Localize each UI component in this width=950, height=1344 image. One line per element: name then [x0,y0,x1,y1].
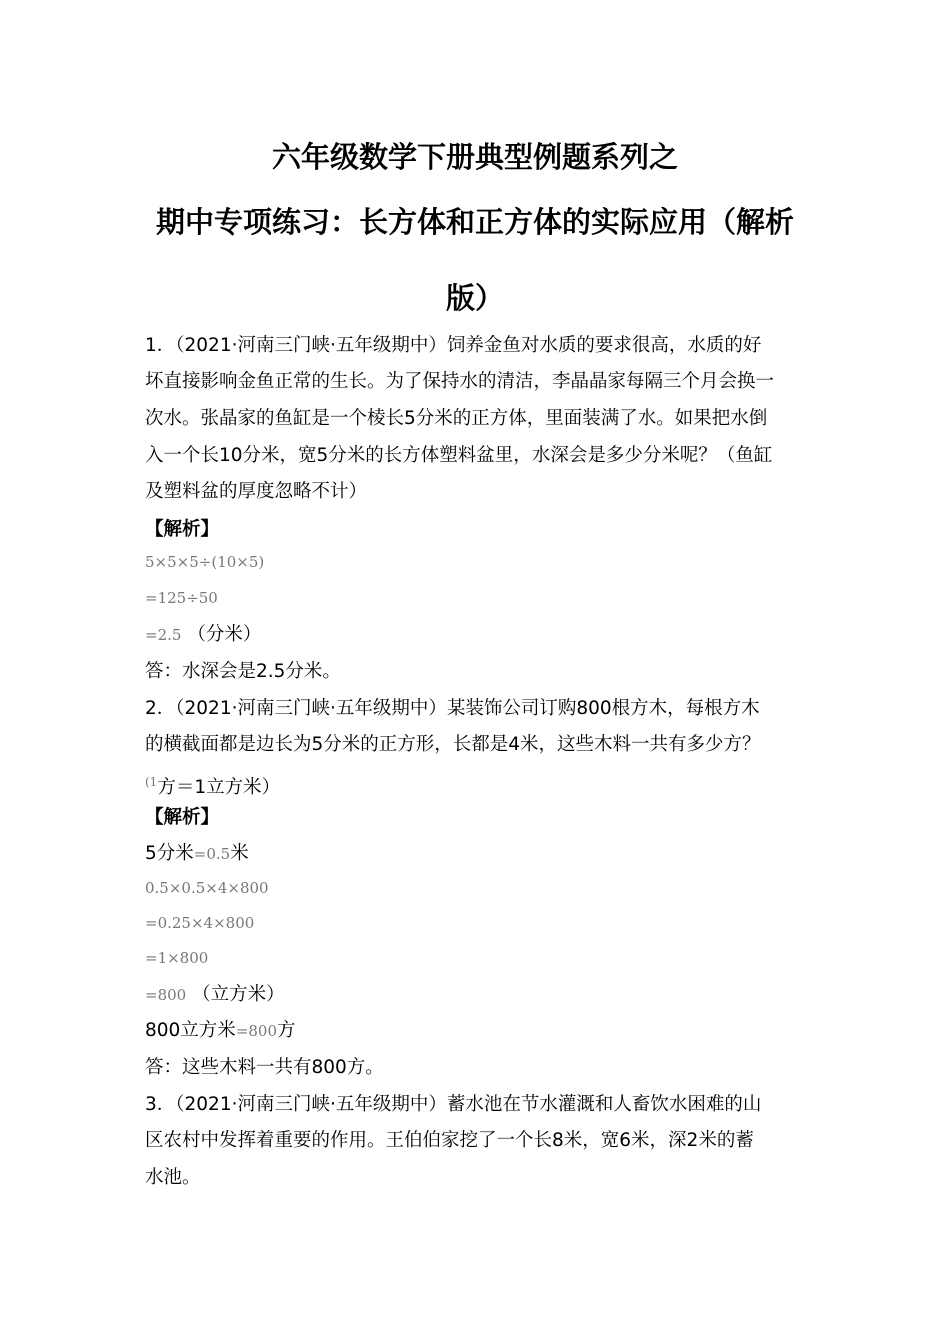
title-line-3: 版） [445,281,504,315]
q2-line-2: 的横截面都是边长为5分米的正方形，长都是4米，这些木料一共有多少方？ [145,734,761,755]
q1-step-3 [145,623,261,647]
q2-conv2-a: 800立方米 [145,1020,236,1041]
q1-line-4: 入一个长10分米，宽5分米的长方体塑料盆里，水深会是多少分米呢？（鱼缸 [145,445,773,466]
q1-step-2: =125÷50 [145,589,218,607]
q2-step-2: =0.25×4×800 [145,914,255,932]
q1-line-1: 1．（2021·河南三门峡·五年级期中）饲养金鱼对水质的要求很高，水质的好 [145,335,762,356]
q2-note-text: 方＝1立方米） [157,777,281,798]
title-line-2: 期中专项练习：长方体和正方体的实际应用（解析 [155,205,794,239]
q2-conv-a: 5分米 [145,843,194,864]
q1-analysis-label: 【解析】 [145,519,220,540]
q1-line-3: 次水。张晶家的鱼缸是一个棱长5分米的正方体，里面装满了水。如果把水倒 [145,408,768,429]
q1-line-5: 及塑料盆的厚度忽略不计） [145,481,368,502]
q3-line-2: 区农村中发挥着重要的作用。王伯伯家挖了一个长8米，宽6米，深2米的蓄 [145,1130,754,1151]
q2-line-1: 2．（2021·河南三门峡·五年级期中）某装饰公司订购800根方木，每根方木 [145,698,760,719]
q1-step-1: 5×5×5÷(10×5) [145,553,265,571]
title-line-1: 六年级数学下册典型例题系列之 [271,140,678,174]
q2-answer: 答：这些木料一共有800方。 [145,1057,384,1078]
q2-step-4 [145,983,285,1007]
q1-line-2: 坏直接影响金鱼正常的生长。为了保持水的清洁，李晶晶家每隔三个月会换一 [145,371,775,392]
q2-step-4-unit: （立方米） [192,984,285,1005]
q2-conv2-b: =800 [235,1022,278,1040]
q2-step-1: 0.5×0.5×4×800 [145,879,269,897]
q3-line-3: 水池。 [145,1167,201,1188]
q2-conversion-1 [145,842,249,866]
q2-conv2-c: 方 [277,1020,296,1041]
q2-note [145,770,280,800]
q2-step-3: =1×800 [145,949,209,967]
q3-line-1: 3．（2021·河南三门峡·五年级期中）蓄水池在节水灌溉和人畜饮水困难的山 [145,1094,762,1115]
q2-analysis-label: 【解析】 [145,807,220,828]
q1-step-3-value: =2.5 [145,626,182,644]
q2-conv-c: 米 [230,843,249,864]
q2-step-4-value: =800 [145,986,187,1004]
q1-answer: 答：水深会是2.5分米。 [145,661,341,682]
q2-conv-b: =0.5 [193,845,231,863]
q2-note-prefix: (1 [145,775,158,789]
q2-conversion-2 [145,1019,296,1043]
q1-step-3-unit: （分米） [187,624,262,645]
